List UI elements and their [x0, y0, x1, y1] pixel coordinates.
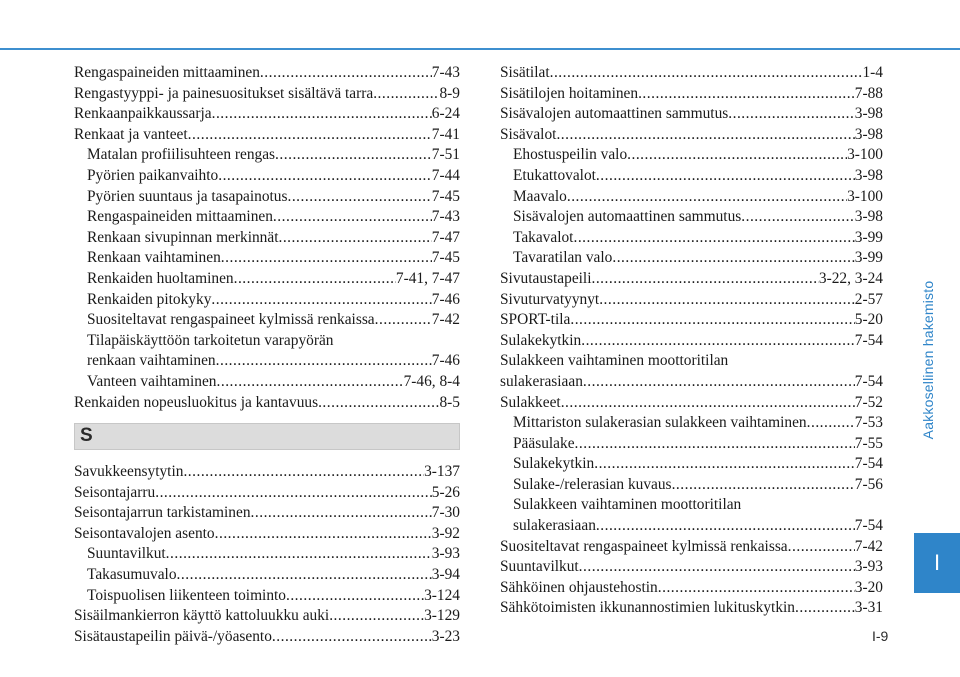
- index-entry-label: Rengaspaineiden mittaaminen: [87, 208, 273, 226]
- index-entry-page: 7-45: [431, 187, 460, 205]
- index-entry: [74, 606, 460, 627]
- index-entry-continuation: Tilapäiskäyttöön tarkoitetun varapyörän: [87, 331, 334, 349]
- index-entry-page: 3-20: [854, 578, 883, 596]
- index-entry-label: Renkaat ja vanteet: [74, 125, 188, 143]
- index-entry-label: Seisontajarrun tarkistaminen: [74, 504, 251, 522]
- dot-leader: [260, 63, 432, 84]
- dot-leader: [556, 125, 854, 146]
- dot-leader: [212, 104, 432, 125]
- dot-leader: [583, 372, 855, 393]
- dot-leader: [795, 598, 855, 619]
- dot-leader: [155, 483, 432, 504]
- index-entry-page: 7-51: [431, 146, 460, 164]
- dot-leader: [591, 269, 818, 290]
- index-entry-page: 2-57: [854, 290, 883, 308]
- index-entry-page: 7-42: [854, 537, 883, 555]
- index-subentry: [74, 351, 460, 372]
- index-entry-page: 7-41: [431, 125, 460, 143]
- index-entry-label: Renkaanpaikkaussarja: [74, 105, 212, 123]
- dot-leader: [287, 187, 431, 208]
- dot-leader: [177, 565, 432, 586]
- index-entry-page: 7-42: [431, 311, 460, 329]
- index-entry: [500, 104, 883, 125]
- index-entry-page: 7-41, 7-47: [395, 269, 460, 287]
- index-subentry: [500, 413, 883, 434]
- index-entry-label: Sähkötoimisten ikkunannostimien lukituskytkin: [500, 599, 795, 617]
- index-entry-page: 7-47: [431, 228, 460, 246]
- index-entry-page: 7-54: [854, 455, 883, 473]
- side-tab-title: Aakkosellinen hakemisto: [920, 280, 936, 440]
- index-subentry: [500, 475, 883, 496]
- dot-leader: [596, 166, 855, 187]
- index-entry-label: Pyörien suuntaus ja tasapainotus: [87, 187, 288, 205]
- index-group-s: [74, 462, 460, 647]
- page-number: I-9: [872, 628, 889, 644]
- index-entry-page: 7-54: [854, 517, 883, 535]
- index-subentry: [74, 145, 460, 166]
- index-entry-page: 7-53: [854, 414, 883, 432]
- dot-leader: [286, 586, 424, 607]
- dot-leader: [612, 248, 854, 269]
- index-entry-page: 3-98: [854, 125, 883, 143]
- dot-leader: [216, 351, 432, 372]
- index-entry-label: Vanteen vaihtaminen: [87, 372, 217, 390]
- dot-leader: [211, 290, 431, 311]
- index-subentry: [74, 207, 460, 228]
- index-entry: [74, 63, 460, 84]
- dot-leader: [672, 475, 855, 496]
- dot-leader: [570, 310, 854, 331]
- index-entry-label: Sulakekytkin: [500, 331, 582, 349]
- index-entry-page: 3-98: [854, 166, 883, 184]
- index-entry-page: 3-92: [431, 524, 460, 542]
- index-entry-page: 7-54: [854, 331, 883, 349]
- dot-leader: [575, 434, 855, 455]
- index-entry-label: Sisätilojen hoitaminen: [500, 84, 639, 102]
- index-subentry: [500, 145, 883, 166]
- index-entry-page: 3-124: [424, 586, 460, 604]
- index-entry-label: Sisävalot: [500, 125, 557, 143]
- index-entry-label: Takasumuvalo: [87, 566, 177, 584]
- dot-leader: [272, 627, 432, 648]
- index-subentry: [500, 166, 883, 187]
- index-entry-page: 3-100: [847, 187, 883, 205]
- index-entry: [500, 598, 883, 619]
- index-entry-label: Sisätilat: [500, 64, 550, 81]
- index-entry-page: 3-93: [431, 545, 460, 563]
- index-entry: [500, 125, 883, 146]
- index-entry: [74, 524, 460, 545]
- index-subentry: [74, 544, 460, 565]
- index-entry-page: 7-46: [431, 290, 460, 308]
- index-entry-page: 3-99: [854, 228, 883, 246]
- dot-leader: [581, 331, 855, 352]
- index-subentry: [500, 207, 883, 228]
- index-entry-label: Suuntavilkut: [500, 558, 579, 576]
- index-entry-label: Rengastyyppi- ja painesuositukset sisältävä tarra: [74, 84, 374, 102]
- index-entry-label: Sähköinen ohjaustehostin: [500, 578, 658, 596]
- index-entry-page: 5-26: [431, 483, 460, 501]
- dot-leader: [728, 104, 855, 125]
- index-entry-page: 7-30: [431, 504, 460, 522]
- index-entry-label: SPORT-tila: [500, 311, 571, 329]
- index-column-right: [500, 63, 883, 619]
- dot-leader: [275, 145, 432, 166]
- index-entry: [500, 578, 883, 599]
- index-entry-label: Renkaiden huoltaminen: [87, 269, 234, 287]
- index-entry: [74, 393, 460, 414]
- index-subentry: [500, 434, 883, 455]
- index-entry-label: Sivutaustapeili: [500, 269, 592, 287]
- index-subentry: [74, 269, 460, 290]
- index-entry-page: 3-22, 3-24: [818, 269, 883, 287]
- index-entry: [74, 503, 460, 524]
- index-subentry: [74, 228, 460, 249]
- index-entry-page: 7-43: [431, 208, 460, 226]
- index-entry-label: Matalan profiilisuhteen rengas: [87, 146, 276, 164]
- index-entry-label: Sulakkeet: [500, 393, 561, 411]
- index-entry-label: Etukattovalot: [513, 166, 596, 184]
- dot-leader: [278, 228, 431, 249]
- dot-leader: [373, 84, 439, 105]
- index-entry-page: 3-94: [431, 566, 460, 584]
- index-entry: [500, 290, 883, 311]
- dot-leader: [221, 248, 432, 269]
- dot-leader: [273, 207, 432, 228]
- index-entry-label: Ehostuspeilin valo: [513, 146, 628, 164]
- index-subentry: [500, 248, 883, 269]
- index-entry-page: 5-20: [854, 311, 883, 329]
- index-entry-label: Savukkeensytytin: [74, 463, 184, 481]
- index-subentry: [74, 372, 460, 393]
- index-entry: [500, 557, 883, 578]
- dot-leader: [183, 462, 424, 483]
- index-entry-label: Rengaspaineiden mittaaminen: [74, 64, 260, 81]
- side-tab-letter-block: [914, 533, 960, 593]
- index-entry-label: Takavalot: [513, 228, 574, 246]
- index-entry: [500, 269, 883, 290]
- dot-leader: [318, 393, 439, 414]
- index-entry: [74, 483, 460, 504]
- index-entry-label: Suositeltavat rengaspaineet kylmissä renkaissa: [500, 537, 788, 555]
- index-entry-label: Toispuolisen liikenteen toiminto: [87, 586, 286, 604]
- index-entry: [500, 84, 883, 105]
- dot-leader: [217, 372, 404, 393]
- dot-leader: [188, 125, 432, 146]
- index-entry-label: Sulake-/relerasian kuvaus: [513, 475, 672, 493]
- dot-leader: [658, 578, 855, 599]
- index-entry: [74, 627, 460, 648]
- index-entry-page: 3-99: [854, 249, 883, 267]
- index-subentry: [500, 516, 883, 537]
- index-entry: [500, 393, 883, 414]
- index-entry-page: 7-43: [431, 64, 460, 81]
- dot-leader: [599, 290, 855, 311]
- dot-leader: [375, 310, 432, 331]
- index-entry-label: Sisäilmankierron käyttö kattoluukku auki: [74, 607, 330, 625]
- index-entry-page: 7-46: [431, 352, 460, 370]
- index-entry-page: 8-5: [439, 393, 460, 411]
- dot-leader: [550, 63, 863, 84]
- index-entry-label: sulakerasiaan: [500, 372, 583, 390]
- index-entry-label: Renkaiden pitokyky: [87, 290, 212, 308]
- index-entry-label: Renkaiden nopeusluokitus ja kantavuus: [74, 393, 319, 411]
- index-subentry: [74, 187, 460, 208]
- index-entry-label: Pyörien paikanvaihto: [87, 166, 219, 184]
- dot-leader: [638, 84, 855, 105]
- index-entry-label: Mittariston sulakerasian sulakkeen vaihtaminen: [513, 414, 807, 432]
- index-entry-label: Maavalo: [513, 187, 567, 205]
- dot-leader: [329, 606, 424, 627]
- index-subentry: [74, 290, 460, 311]
- index-entry-continuation: Sulakkeen vaihtaminen moottoritilan: [500, 352, 729, 370]
- index-subentry: [500, 454, 883, 475]
- index-entry-label: Renkaan vaihtaminen: [87, 249, 221, 267]
- dot-leader: [561, 393, 855, 414]
- index-entry-page: 7-54: [854, 372, 883, 390]
- index-entry: [500, 310, 883, 331]
- side-tab-letter: I: [933, 550, 941, 575]
- index-subentry: [74, 310, 460, 331]
- dot-leader: [166, 544, 432, 565]
- index-entry-page: 7-44: [431, 166, 460, 184]
- index-subentry: [74, 248, 460, 269]
- index-entry: [74, 84, 460, 105]
- index-entry-page: 3-31: [854, 599, 883, 617]
- index-entry-page: 3-137: [424, 463, 460, 481]
- index-entry: [74, 125, 460, 146]
- index-entry-label: Suuntavilkut: [87, 545, 166, 563]
- dot-leader: [627, 145, 847, 166]
- index-entry-label: Sisätaustapeilin päivä-/yöasento: [74, 627, 272, 645]
- index-entry-page: 3-100: [847, 146, 883, 164]
- index-entry-label: Sulakekytkin: [513, 455, 595, 473]
- index-entry-page: 3-98: [854, 208, 883, 226]
- dot-leader: [251, 503, 432, 524]
- index-column-left: [74, 63, 460, 647]
- index-entry-page: 7-45: [431, 249, 460, 267]
- dot-leader: [218, 166, 432, 187]
- index-entry-page: 6-24: [431, 105, 460, 123]
- index-entry-label: renkaan vaihtaminen: [87, 352, 216, 370]
- dot-leader: [215, 524, 432, 545]
- index-entry: [500, 372, 883, 393]
- index-entry-page: 7-55: [854, 434, 883, 452]
- index-subentry: [74, 166, 460, 187]
- index-entry-label: Sivuturvatyynyt: [500, 290, 600, 308]
- index-entry-page: 1-4: [862, 64, 883, 81]
- index-subentry: [500, 187, 883, 208]
- section-header-s: [74, 423, 460, 450]
- index-entry-label: Renkaan sivupinnan merkinnät: [87, 228, 279, 246]
- index-entry-label: Sisävalojen automaattinen sammutus: [500, 105, 729, 123]
- index-entry-label: Tavaratilan valo: [513, 249, 613, 267]
- index-entry-label: Seisontavalojen asento: [74, 524, 215, 542]
- index-entry-label: Suositeltavat rengaspaineet kylmissä renkaissa: [87, 311, 375, 329]
- header-rule: [0, 48, 960, 50]
- index-group-r: [74, 63, 460, 413]
- index-entry-page: 3-98: [854, 105, 883, 123]
- index-entry: [500, 537, 883, 558]
- dot-leader: [567, 187, 847, 208]
- index-entry-page: 7-52: [854, 393, 883, 411]
- index-entry: [500, 331, 883, 352]
- index-entry-page: 3-23: [431, 627, 460, 645]
- dot-leader: [788, 537, 855, 558]
- index-entry: [500, 63, 883, 84]
- index-entry-label: Seisontajarru: [74, 483, 156, 501]
- index-subentry: [74, 586, 460, 607]
- dot-leader: [579, 557, 855, 578]
- index-subentry: [74, 565, 460, 586]
- index-entry-label: sulakerasiaan: [513, 517, 596, 535]
- index-entry-page: 8-9: [439, 84, 460, 102]
- index-subentry: [500, 228, 883, 249]
- dot-leader: [594, 454, 855, 475]
- index-entry-page: 7-46, 8-4: [403, 372, 460, 390]
- index-entry-label: Sisävalojen automaattinen sammutus: [513, 208, 742, 226]
- index-entry-page: 3-129: [424, 607, 460, 625]
- dot-leader: [807, 413, 855, 434]
- index-entry-continuation: Sulakkeen vaihtaminen moottoritilan: [513, 496, 742, 514]
- dot-leader: [573, 228, 854, 249]
- dot-leader: [741, 207, 855, 228]
- index-entry-page: 7-56: [854, 475, 883, 493]
- index-entry-page: 3-93: [854, 558, 883, 576]
- index-entry: [74, 462, 460, 483]
- index-entry-label: Pääsulake: [513, 434, 575, 452]
- index-entry: [74, 104, 460, 125]
- index-entry-page: 7-88: [854, 84, 883, 102]
- section-letter: S: [80, 425, 93, 447]
- dot-leader: [234, 269, 396, 290]
- dot-leader: [596, 516, 855, 537]
